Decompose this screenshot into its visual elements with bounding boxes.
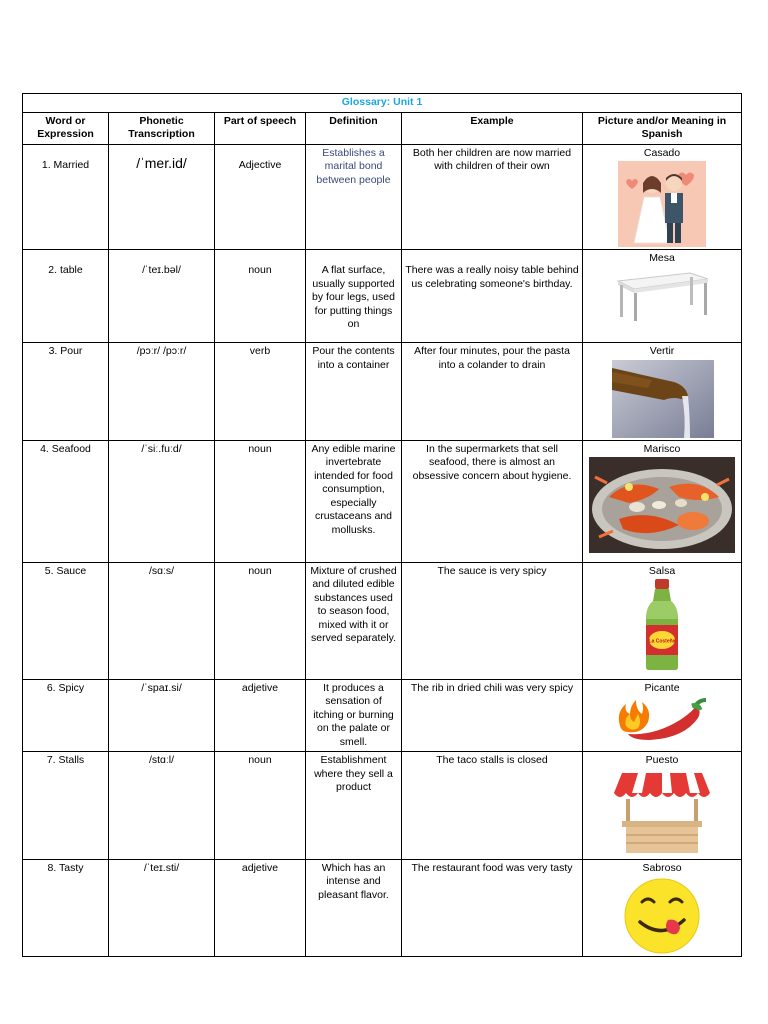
part-cell: Adjective [215, 144, 306, 250]
table-row [23, 144, 742, 250]
table-row [23, 859, 742, 957]
picture-cell [583, 679, 742, 752]
table-row [23, 250, 742, 343]
part-cell: adjetive [215, 679, 306, 752]
header-word: Word or Expression [23, 112, 109, 144]
spanish-meaning: Casado [643, 146, 681, 159]
table-row [23, 343, 742, 441]
header-example: Example [402, 112, 583, 144]
example-cell: The sauce is very spicy [402, 562, 583, 679]
phonetic-cell: /pɔːr/ /pɔːr/ [109, 343, 215, 441]
spanish-meaning: Mesa [649, 252, 675, 264]
phonetic-cell: /ˈteɪ.sti/ [109, 859, 215, 957]
word-cell: 3. Pour [23, 343, 109, 441]
spanish-meaning: Salsa [648, 564, 676, 577]
header-picture: Picture and/or Meaning in Spanish [583, 112, 742, 144]
picture-cell [583, 343, 742, 441]
phonetic-cell: /ˈmer.id/ [109, 144, 215, 250]
picture-cell [583, 144, 742, 250]
phonetic-cell: /ˈteɪ.bəl/ [109, 250, 215, 343]
picture-cell [583, 440, 742, 562]
table-title: Glossary: Unit 1 [23, 94, 742, 113]
word-cell: 2. table [23, 250, 109, 343]
pouring-bottle-icon [612, 360, 714, 438]
picture-cell [583, 859, 742, 957]
definition-cell: Which has an intense and pleasant flavor. [306, 859, 402, 957]
sauce-bottle-icon [642, 579, 682, 671]
definition-cell: Establishment where they sell a product [306, 752, 402, 860]
phonetic-cell: /ˈspaɪ.si/ [109, 679, 215, 752]
chili-pepper-icon [614, 696, 710, 742]
example-cell: In the supermarkets that sell seafood, there is almost an obsessive concern about hygiene. [402, 440, 583, 562]
part-cell: noun [215, 250, 306, 343]
definition-cell: It produces a sensation of itching or burning on the palate or smell. [306, 679, 402, 752]
definition-cell: Establishes a marital bond between people [306, 144, 402, 250]
word-cell: 1. Married [23, 144, 109, 250]
picture-cell [583, 562, 742, 679]
example-cell: After four minutes, pour the pasta into a colander to drain [402, 343, 583, 441]
definition-cell: A flat surface, usually supported by four legs, used for putting things on [306, 250, 402, 343]
example-cell: There was a really noisy table behind us celebrating someone's birthday. [402, 250, 583, 343]
header-part-of-speech: Part of speech [215, 112, 306, 144]
spanish-meaning: Sabroso [642, 861, 682, 874]
spanish-meaning: Marisco [643, 442, 681, 455]
part-cell: noun [215, 752, 306, 860]
example-cell: The restaurant food was very tasty [402, 859, 583, 957]
word-cell: 6. Spicy [23, 679, 109, 752]
word-cell: 7. Stalls [23, 752, 109, 860]
married-couple-icon [618, 161, 706, 247]
header-definition: Definition [306, 112, 402, 144]
spanish-meaning: Vertir [649, 345, 675, 357]
spanish-meaning: Puesto [645, 754, 679, 766]
definition-cell: Any edible marine invertebrate intended for food consumption, especially crustaceans and mollusks. [306, 440, 402, 562]
word-cell: 8. Tasty [23, 859, 109, 957]
phonetic-cell: /ˈsiː.fuːd/ [109, 440, 215, 562]
table-row [23, 562, 742, 679]
phonetic-cell: /stɑːl/ [109, 752, 215, 860]
table-icon [612, 267, 712, 323]
phonetic-cell: /sɑːs/ [109, 562, 215, 679]
table-row [23, 679, 742, 752]
spanish-meaning: Picante [644, 681, 680, 694]
word-cell: 4. Seafood [23, 440, 109, 562]
part-cell: adjetive [215, 859, 306, 957]
definition-cell: Mixture of crushed and diluted edible substances used to season food, mixed with it or served separately. [306, 562, 402, 679]
glossary-table [22, 93, 742, 957]
definition-cell: Pour the contents into a container [306, 343, 402, 441]
example-cell: The taco stalls is closed [402, 752, 583, 860]
table-row [23, 440, 742, 562]
bottle-brand-label: La Costeña [648, 638, 676, 645]
market-stall-icon [612, 769, 712, 857]
picture-cell [583, 752, 742, 860]
part-cell: verb [215, 343, 306, 441]
picture-cell [583, 250, 742, 343]
part-cell: noun [215, 562, 306, 679]
example-cell: The rib in dried chili was very spicy [402, 679, 583, 752]
table-row [23, 752, 742, 860]
yum-emoji-icon [622, 876, 702, 954]
header-phonetic: Phonetic Transcription [109, 112, 215, 144]
part-cell: noun [215, 440, 306, 562]
example-cell: Both her children are now married with children of their own [402, 144, 583, 250]
seafood-platter-icon [589, 457, 735, 553]
word-cell: 5. Sauce [23, 562, 109, 679]
